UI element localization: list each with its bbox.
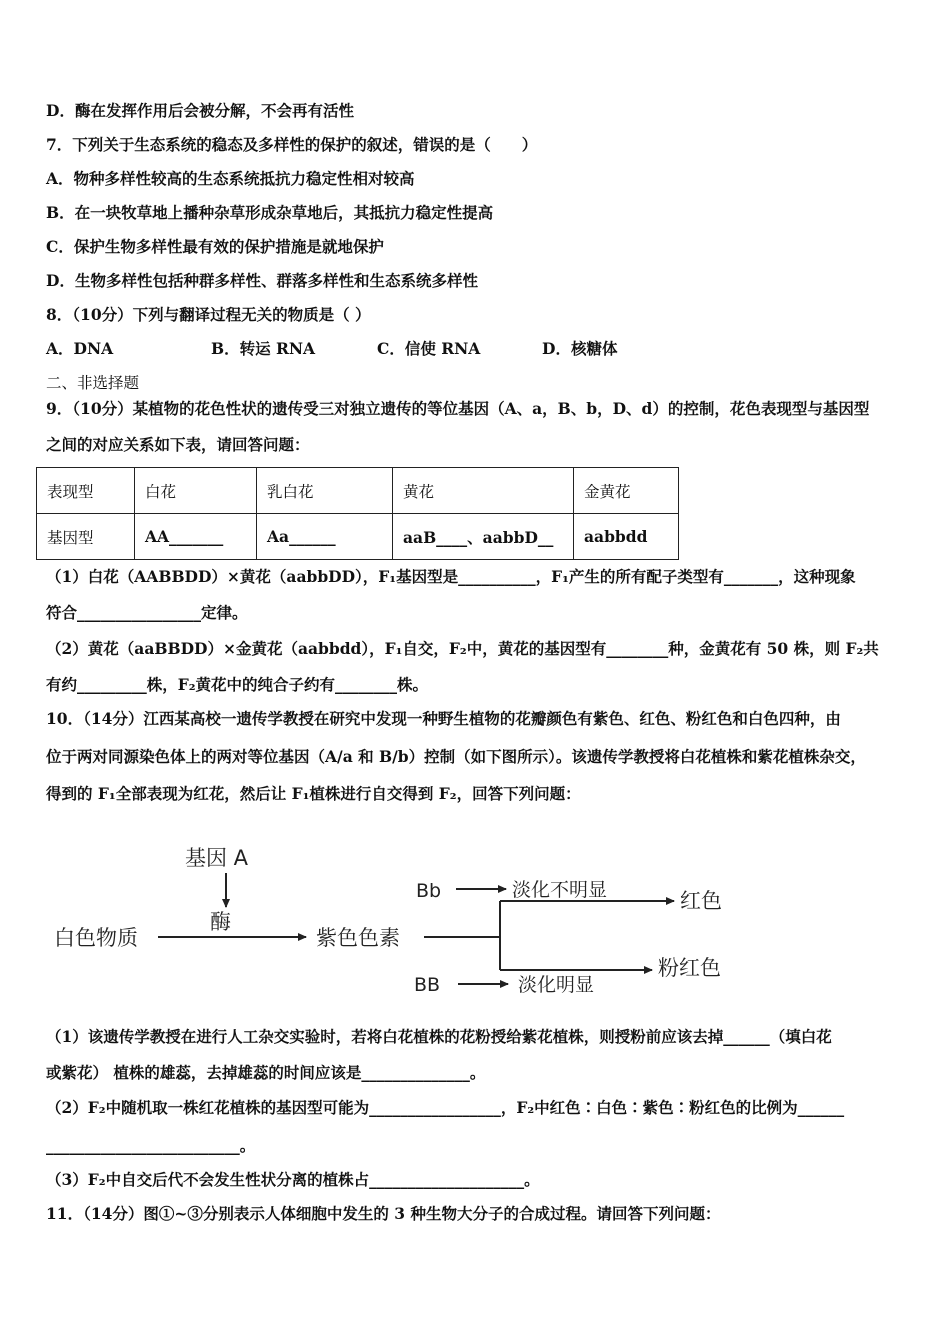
table-cell: 黄花 — [393, 468, 574, 514]
gene-a-label: 基因 A — [185, 846, 249, 870]
question-7-stem: 7．下列关于生态系统的稳态及多样性的保护的叙述，错误的是（ ） — [46, 135, 538, 154]
table-cell: 乳白花 — [257, 468, 393, 514]
table-cell: Aa______ — [257, 514, 393, 560]
q6-option-d: D．酶在发挥作用后会被分解，不会再有活性 — [46, 101, 354, 120]
q7-option-b: B．在一块牧草地上播种杂草形成杂草地后，其抵抗力稳定性提高 — [46, 203, 494, 222]
section-heading: 二、非选择题 — [46, 374, 140, 392]
q7-option-c: C．保护生物多样性最有效的保护措施是就地保护 — [46, 237, 384, 256]
question-9-stem-line2: 之间的对应关系如下表，请回答问题： — [46, 435, 310, 454]
q9-part1-line2: 符合________________定律。 — [46, 603, 248, 622]
q8-option-b: B．转运 RNA — [211, 339, 316, 358]
bb-hom-label: BB — [414, 974, 441, 996]
table-cell: 金黄花 — [574, 468, 679, 514]
q8-option-d: D．核糖体 — [542, 339, 618, 358]
q8-option-c: C．信使 RNA — [377, 339, 481, 358]
q8-option-a: A．DNA — [46, 339, 114, 358]
q9-part2-line1: （2）黄花（aaBBDD）×金黄花（aabbdd），F₁自交，F₂中，黄花的基因型有________种，金黄花有 50 株，则 F₂共 — [46, 639, 879, 658]
q7-option-a: A．物种多样性较高的生态系统抵抗力稳定性相对较高 — [46, 169, 415, 188]
q10-part2-line1: （2）F₂中随机取一株红花植株的基因型可能为_________________，F₂中红色∶白色∶紫色∶粉红色的比例为______ — [46, 1098, 845, 1117]
question-11-stem: 11．（14分）图①~③分别表示人体细胞中发生的 3 种生物大分子的合成过程。请回答下列问题： — [46, 1204, 721, 1223]
enzyme-label: 酶 — [210, 910, 231, 934]
fade-strong-label: 淡化明显 — [518, 974, 595, 996]
table-cell: 基因型 — [37, 514, 135, 560]
q7-option-d: D．生物多样性包括种群多样性、群落多样性和生态系统多样性 — [46, 271, 478, 290]
bb-het-label: Bb — [416, 880, 442, 902]
q9-part1-line1: （1）白花（AABBDD）×黄花（aabbDD），F₁基因型是__________，F₁产生的所有配子类型有_______，这种现象 — [46, 567, 856, 586]
q10-part1-line2: 或紫花） 植株的雄蕊，去掉雄蕊的时间应该是______________。 — [46, 1063, 486, 1082]
question-9-stem-line1: 9．（10分）某植物的花色性状的遗传受三对独立遗传的等位基因（A、a，B、b，D、d）的控制，花色表现型与基因型 — [46, 399, 870, 418]
q10-part1-line1: （1）该遗传学教授在进行人工杂交实验时，若将白花植株的花粉授给紫花植株，则授粉前应该去掉______（填白花 — [46, 1027, 832, 1046]
white-substance-label: 白色物质 — [54, 926, 138, 950]
question-10-line1: 10．（14分）江西某高校一遗传学教授在研究中发现一种野生植物的花瓣颜色有紫色、红色、粉红色和白色四种，由 — [46, 709, 841, 728]
table-cell: aaB____、aabbD__ — [393, 514, 574, 560]
table-cell: aabbdd — [574, 514, 679, 560]
q9-part2-line2: 有约_________株，F₂黄花中的纯合子约有________株。 — [46, 675, 429, 694]
question-10-line3: 得到的 F₁全部表现为红花，然后让 F₁植株进行自交得到 F₂，回答下列问题： — [46, 784, 581, 803]
purple-pigment-label: 紫色色素 — [316, 926, 400, 950]
fade-weak-label: 淡化不明显 — [512, 879, 608, 901]
red-label: 红色 — [680, 889, 722, 913]
table-row — [37, 514, 679, 560]
q10-part3: （3）F₂中自交后代不会发生性状分离的植株占____________________。 — [46, 1170, 540, 1189]
genotype-table — [36, 467, 679, 560]
table-cell: 白花 — [135, 468, 257, 514]
pink-label: 粉红色 — [658, 956, 721, 980]
table-cell: AA_______ — [135, 514, 257, 560]
table-cell: 表现型 — [37, 468, 135, 514]
question-8-stem: 8．（10分）下列与翻译过程无关的物质是（ ） — [46, 305, 371, 324]
q10-part2-line2: _________________________。 — [46, 1136, 256, 1155]
table-row — [37, 468, 679, 514]
question-10-line2: 位于两对同源染色体上的两对等位基因（A/a 和 B/b）控制（如下图所示）。该遗传学教授将白花植株和紫花植株杂交， — [46, 747, 866, 766]
pigment-pathway-diagram — [40, 835, 920, 1010]
